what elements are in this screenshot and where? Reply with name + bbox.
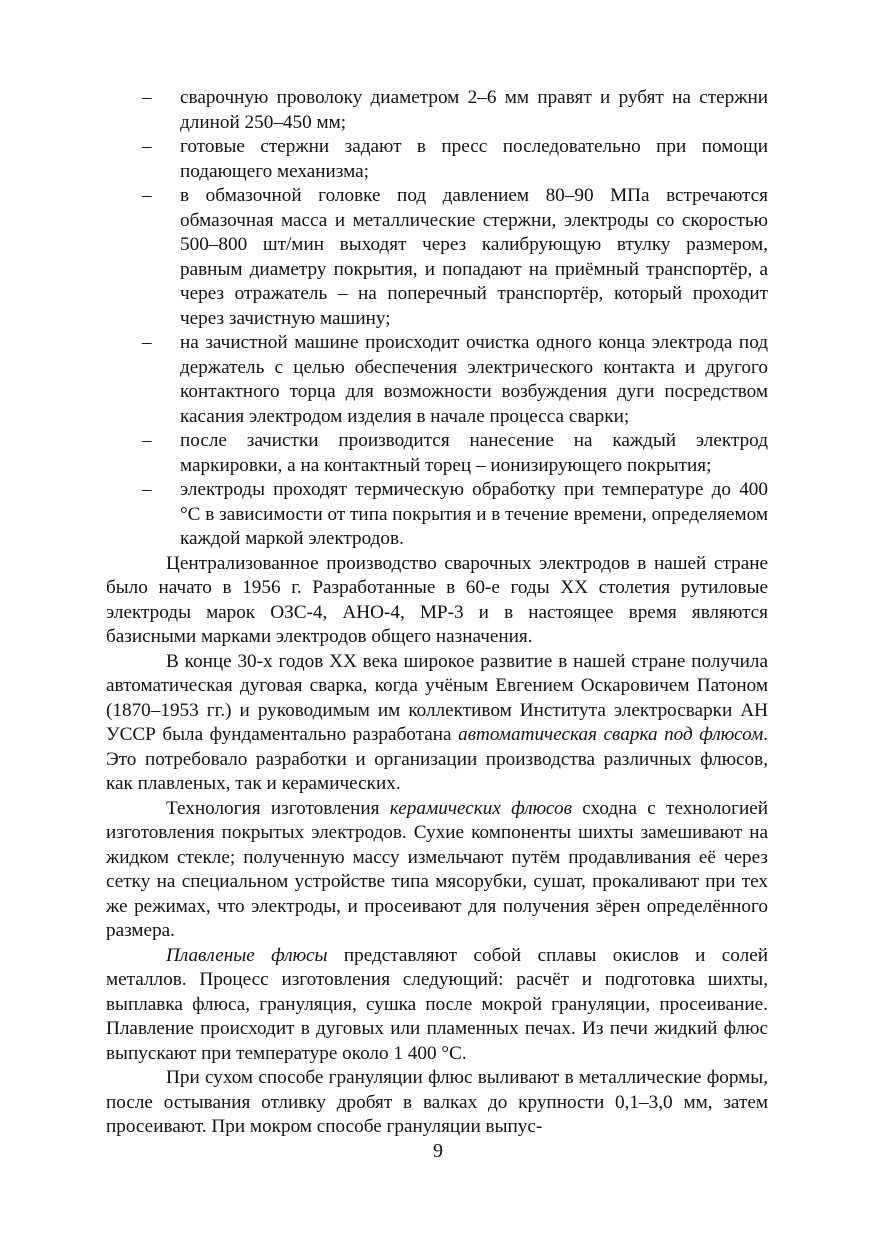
list-item-text: электроды проходят термическую обработку при температуре до 400 °С в зависимости от типа покрытия и в течение времени, определяемом каждой маркой электродов. [180,479,768,549]
paragraph-text: представляют собой сплавы окислов и солей металлов. Процесс изготовления следующий: расчёт и подготовка шихты, выплавка флюса, грануляция, сушка после мокрой грануляции, просеивание. Плавление происходит в дуговых или пламенных печах. Из печи жидкий флюс выпускают при температуре около 1 400 °С. [106,944,768,1064]
dash-bullet: – [142,332,152,353]
list-item-text: сварочную проволоку диаметром 2–6 мм правят и рубят на стержни длиной 250–450 мм; [180,87,768,133]
paragraph-granulation [106,1066,768,1140]
paragraph-text: . Это потребовало разработки и организации производства различных флюсов, как плавленых, так и керамических. [106,724,768,794]
paragraph-text: В конце 30-х годов XX века широкое развитие в нашей стране получила автоматическая дуговая сварка, когда учёным Евгением Оскаровичем Патоном (1870–1953 гг.) и руководимым им коллективом Института электросварки АН УССР была фундаментально разработана [106,650,768,745]
italic-term: Плавленые флюсы [166,944,328,966]
paragraph-text: При сухом способе грануляции флюс выливают в металлические формы, после остывания отливку дробят в валках до крупности 0,1–3,0 мм, затем просеивают. При мокром способе грануляции выпус- [106,1067,768,1137]
dash-bullet: – [142,479,152,500]
dash-bullet: – [142,136,152,157]
paragraph-submerged-arc [106,650,768,797]
list-item-text: готовые стержни задают в пресс последовательно при помощи подающего механизма; [180,136,768,182]
italic-term: керамических флюсов [389,797,572,819]
paragraph-text: сходна с технологией изготовления покрытых электродов. Сухие компоненты шихты замешивают на жидком стекле; полученную массу измельчают путём продавливания её через сетку на специальном устройстве типа мясорубки, сушат, прокаливают при тех же режимах, что электроды, и просеивают для получения зёрен определённого размера. [106,797,769,941]
process-steps-list [106,86,768,552]
page-text [106,86,768,1140]
paragraph-text: Централизованное производство сварочных электродов в нашей стране было начато в 1956 г. Разработанные в 60-е годы XX столетия рутиловые электроды марок ОЗС-4, АНО-4, МР-3 и в настоящее время являются базисными марками электродов общего назначения. [106,552,768,647]
paragraph-electrode-production [106,552,768,650]
dash-bullet: – [142,87,152,108]
list-item [106,478,768,552]
dash-bullet: – [142,185,152,206]
paragraph-text: Технология изготовления [166,797,390,819]
list-item-text: в обмазочной головке под давлением 80–90 МПа встречаются обмазочная масса и металлические стержни, электроды со скоростью 500–800 шт/мин выходят через калибрующую втулку размером, равным диаметру покрытия, и попадают на приёмный транспортёр, а через отражатель – на поперечный транспортёр, который проходит через зачистную машину; [180,185,768,329]
list-item [106,331,768,429]
list-item-text: на зачистной машине происходит очистка одного конца электрода под держатель с целью обеспечения электрического контакта и другого контактного торца для возможности возбуждения дуги посредством касания электродом изделия в начале процесса сварки; [180,332,768,427]
list-item [106,86,768,135]
paragraph-ceramic-fluxes [106,797,768,944]
list-item [106,429,768,478]
list-item-text: после зачистки производится нанесение на каждый электрод маркировки, а на контактный торец – ионизирующего покрытия; [180,430,768,476]
dash-bullet: – [142,430,152,451]
list-item [106,135,768,184]
italic-term: автоматическая сварка под флюсом [458,724,764,745]
list-item [106,184,768,331]
page-number: 9 [433,1140,443,1162]
paragraph-fused-fluxes [106,944,768,1067]
